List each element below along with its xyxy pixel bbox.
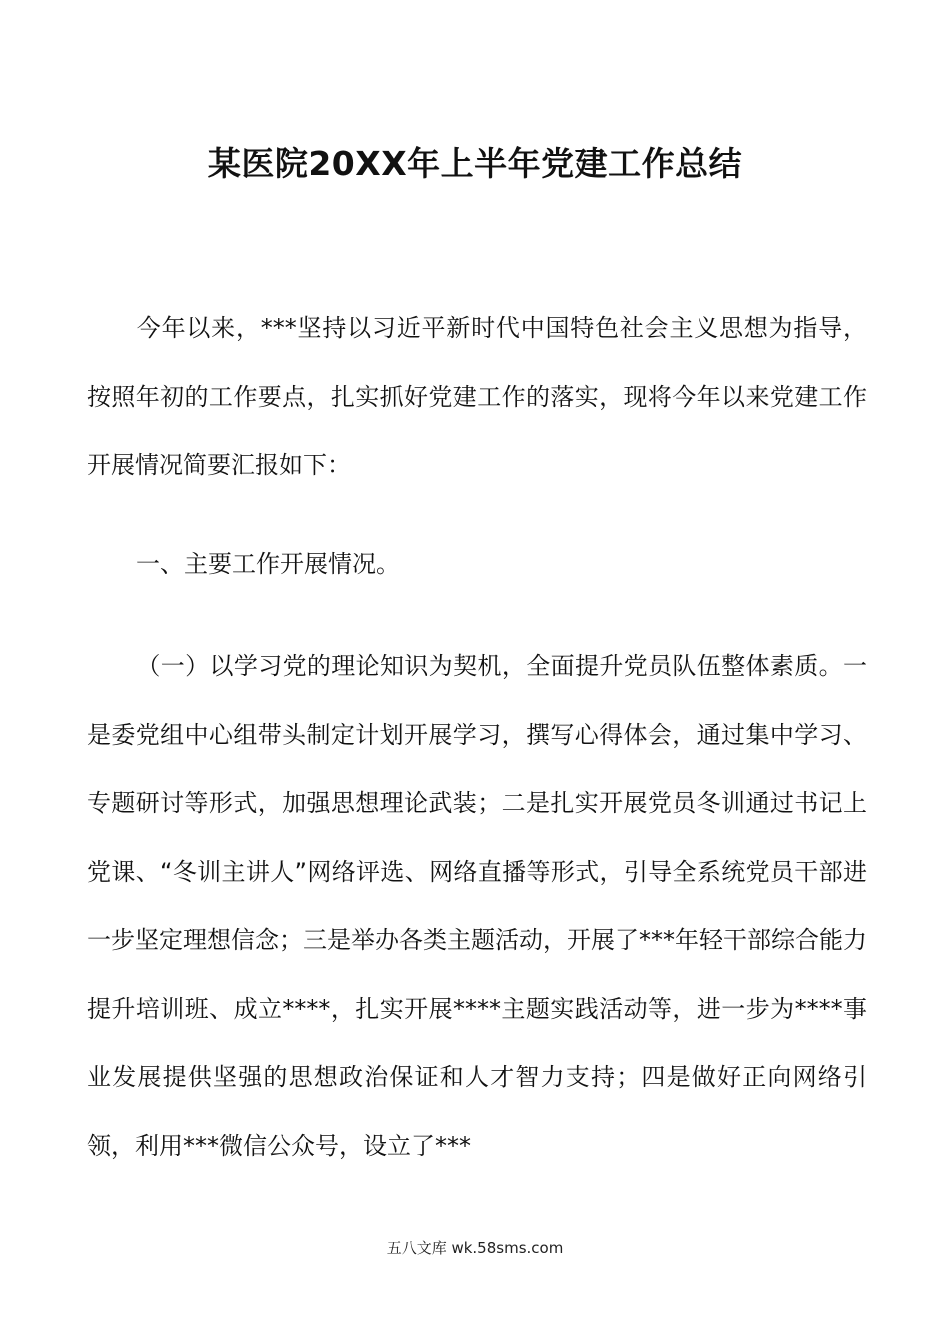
document-title: 某医院20XX年上半年党建工作总结	[207, 144, 743, 183]
section-heading-text: 一、主要工作开展情况。	[136, 550, 400, 578]
paragraph-intro-text: 今年以来，***坚持以习近平新时代中国特色社会主义思想为指导，按照年初的工作要点，扎实抓好党建工作的落实，现将今年以来党建工作开展情况简要汇报如下：	[87, 314, 867, 479]
paragraph-intro	[87, 294, 867, 500]
footer-watermark: 五八文库 wk.58sms.com	[386, 1239, 564, 1257]
section-heading	[87, 530, 867, 599]
paragraph-subsection-1-text: （一）以学习党的理论知识为契机，全面提升党员队伍整体素质。一是委党组中心组带头制定计划开展学习，撰写心得体会，通过集中学习、专题研讨等形式，加强思想理论武装；二是扎实开展党员冬训通过书记上党课、“冬训主讲人”网络评选、网络直播等形式，引导全系统党员干部进一步坚定理想信念；三是举办各类主题活动，开展了***年轻干部综合能力提升培训班、成立****，扎实开展****主题实践活动等，进一步为****事业发展提供坚强的思想政治保证和人才智力支持；四是做好正向网络引领，利用***微信公众号，设立了***	[87, 652, 867, 1160]
paragraph-subsection-1	[87, 632, 867, 1180]
